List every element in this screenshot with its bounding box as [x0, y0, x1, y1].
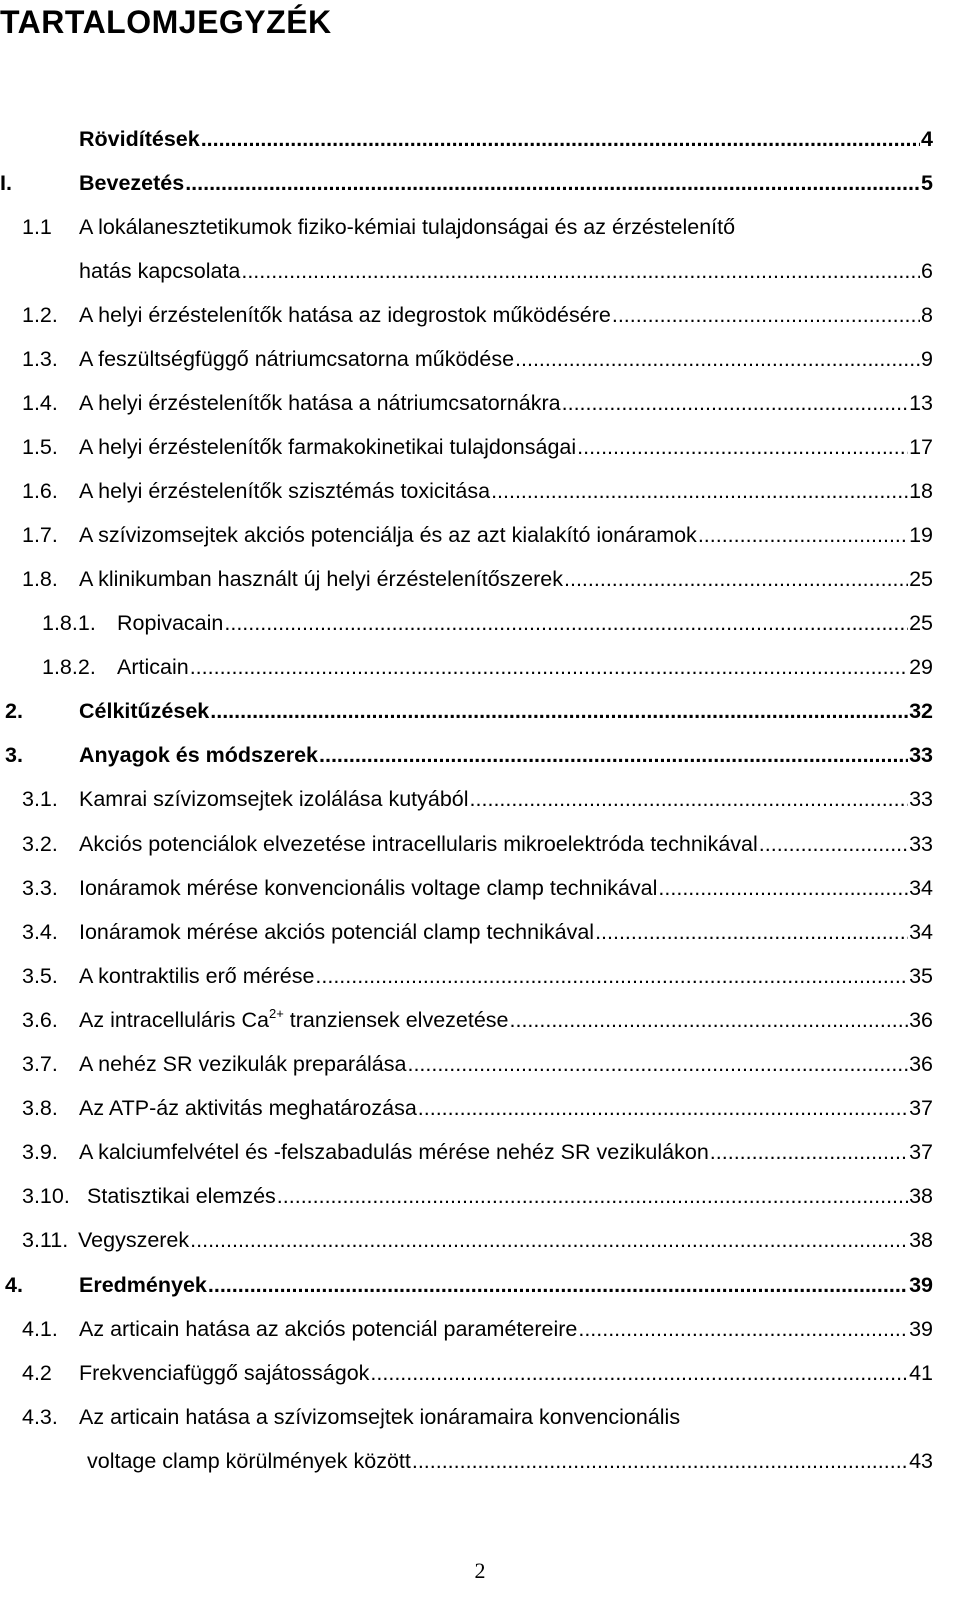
dot-leader — [190, 652, 908, 682]
toc-entry[interactable] — [0, 1402, 960, 1432]
toc-entry-label: Articain — [117, 655, 189, 679]
toc-entry-page-number: 9 — [921, 347, 933, 371]
toc-entry-number: 4.1. — [22, 1317, 58, 1341]
toc-entry-page-number: 6 — [921, 259, 933, 283]
toc-entry[interactable] — [0, 124, 960, 154]
toc-entry-label: Bevezetés — [79, 171, 185, 195]
page-number: 2 — [474, 1558, 486, 1583]
toc-entry[interactable] — [0, 300, 960, 330]
dot-leader — [418, 1093, 908, 1123]
dot-leader — [515, 344, 920, 374]
toc-entry-number: 4.2 — [22, 1361, 52, 1385]
toc-entry-page-number: 33 — [909, 787, 933, 811]
toc-entry-label: Ropivacain — [117, 611, 224, 635]
toc-entry[interactable] — [0, 344, 960, 374]
toc-entry[interactable] — [0, 212, 960, 242]
toc-entry[interactable] — [0, 1093, 960, 1123]
toc-entry[interactable] — [0, 1225, 960, 1255]
toc-entry[interactable] — [0, 1446, 960, 1476]
toc-entry[interactable] — [0, 652, 960, 682]
toc-entry-page-number: 41 — [909, 1361, 933, 1385]
toc-entry-page-number: 36 — [909, 1008, 933, 1032]
dot-leader — [315, 961, 908, 991]
toc-entry[interactable] — [0, 1358, 960, 1388]
toc-entry-number: 1.8. — [22, 567, 58, 591]
toc-entry-label: A kontraktilis erő mérése — [79, 964, 315, 988]
toc-entry-page-number: 13 — [909, 391, 933, 415]
toc-entry[interactable] — [0, 564, 960, 594]
dot-leader — [658, 873, 908, 903]
toc-entry-number: 3.4. — [22, 920, 58, 944]
dot-leader — [491, 476, 908, 506]
dot-leader — [612, 300, 920, 330]
dot-leader — [224, 608, 908, 638]
toc-entry-page-number: 19 — [909, 523, 933, 547]
toc-entry-label: Az articain hatása az akciós potenciál paramétereire — [79, 1317, 578, 1341]
dot-leader — [510, 1005, 909, 1035]
toc-entry-page-number: 35 — [909, 964, 933, 988]
toc-entry[interactable] — [0, 829, 960, 859]
toc-entry[interactable] — [0, 256, 960, 286]
toc-entry-page-number: 34 — [909, 876, 933, 900]
toc-entry-label: A helyi érzéstelenítők farmakokinetikai tulajdonságai — [79, 435, 577, 459]
toc-entry-label: Statisztikai elemzés — [87, 1184, 276, 1208]
toc-entry-number: 3.2. — [22, 832, 58, 856]
toc-entry[interactable] — [0, 696, 960, 726]
toc-entry-page-number: 33 — [909, 743, 933, 767]
toc-entry[interactable] — [0, 608, 960, 638]
toc-entry-number: 2. — [5, 699, 23, 723]
toc-entry[interactable] — [0, 476, 960, 506]
toc-entry-number: 3.11. — [22, 1228, 69, 1252]
toc-entry-number: 1.4. — [22, 391, 58, 415]
dot-leader — [595, 917, 908, 947]
toc-entry[interactable] — [0, 388, 960, 418]
toc-entry[interactable] — [0, 520, 960, 550]
toc-entry-label: A kalciumfelvétel és -felszabadulás mérése nehéz SR vezikulákon — [79, 1140, 709, 1164]
toc-entry[interactable] — [0, 168, 960, 198]
toc-entry[interactable] — [0, 1049, 960, 1079]
toc-entry-page-number: 34 — [909, 920, 933, 944]
toc-entry-page-number: 33 — [909, 832, 933, 856]
toc-entry[interactable] — [0, 432, 960, 462]
toc-entry-page-number: 36 — [909, 1052, 933, 1076]
toc-entry-page-number: 5 — [921, 171, 933, 195]
toc-entry-page-number: 8 — [921, 303, 933, 327]
toc-entry[interactable] — [0, 917, 960, 947]
dot-leader — [407, 1049, 908, 1079]
toc-entry-label: A helyi érzéstelenítők hatása a nátriumcsatornákra — [79, 391, 561, 415]
dot-leader — [710, 1137, 908, 1167]
toc-entry-label: A helyi érzéstelenítők hatása az idegrostok működésére — [79, 303, 611, 327]
toc-entry-label: A feszültségfüggő nátriumcsatorna működése — [79, 347, 515, 371]
toc-entry-page-number: 39 — [909, 1317, 933, 1341]
toc-entry-label: Eredmények — [79, 1273, 207, 1297]
dot-leader — [208, 1270, 908, 1300]
toc-entry-label: Rövidítések — [79, 127, 200, 151]
dot-leader — [562, 388, 908, 418]
toc-entry-page-number: 32 — [909, 699, 933, 723]
toc-entry-number: 3.10. — [22, 1184, 70, 1208]
toc-entry-number: 3.8. — [22, 1096, 58, 1120]
toc-entry[interactable] — [0, 961, 960, 991]
toc-entry-number: 1.6. — [22, 479, 58, 503]
dot-leader — [470, 784, 909, 814]
toc-entry-number: I. — [0, 171, 12, 195]
toc-entry[interactable] — [0, 1005, 960, 1035]
dot-leader — [577, 432, 908, 462]
toc-entry[interactable] — [0, 1181, 960, 1211]
toc-entry-label: Az articain hatása a szívizomsejtek ionáramaira konvencionális — [79, 1405, 681, 1429]
toc-entry-label: Anyagok és módszerek — [79, 743, 318, 767]
toc-entry-label: Frekvenciafüggő sajátosságok — [79, 1361, 370, 1385]
dot-leader — [210, 696, 908, 726]
toc-entry-page-number: 25 — [909, 611, 933, 635]
dot-leader — [698, 520, 908, 550]
toc-entry[interactable] — [0, 873, 960, 903]
toc-entry-number: 3. — [5, 743, 23, 767]
dot-leader — [201, 124, 920, 154]
toc-entry-number: 3.6. — [22, 1008, 58, 1032]
toc-entry-page-number: 17 — [909, 435, 933, 459]
dot-leader — [277, 1181, 908, 1211]
dot-leader — [190, 1225, 908, 1255]
toc-entry-label: Vegyszerek — [78, 1228, 190, 1252]
toc-entry-page-number: 4 — [921, 127, 933, 151]
toc-entry-label: A szívizomsejtek akciós potenciálja és az azt kialakító ionáramok — [79, 523, 697, 547]
toc-entry-page-number: 25 — [909, 567, 933, 591]
dot-leader — [241, 256, 920, 286]
dot-leader — [185, 168, 920, 198]
dot-leader — [370, 1358, 908, 1388]
toc-entry-page-number: 18 — [909, 479, 933, 503]
toc-entry-number: 1.1 — [22, 215, 52, 239]
superscript: 2+ — [268, 1006, 284, 1021]
toc-entry-page-number: 38 — [909, 1228, 933, 1252]
toc-entry-page-number: 39 — [909, 1273, 933, 1297]
toc-entry-number: 3.3. — [22, 876, 58, 900]
toc-entry-label: A helyi érzéstelenítők szisztémás toxicitása — [79, 479, 491, 503]
dot-leader — [578, 1314, 908, 1344]
toc-entry-page-number: 29 — [909, 655, 933, 679]
toc-entry-label: hatás kapcsolata — [79, 259, 241, 283]
toc-entry-number: 3.1. — [22, 787, 58, 811]
toc-entry-number: 1.2. — [22, 303, 58, 327]
toc-entry-number: 1.7. — [22, 523, 58, 547]
toc-entry-label: A nehéz SR vezikulák preparálása — [79, 1052, 407, 1076]
toc-entry-label: Akciós potenciálok elvezetése intracellularis mikroelektróda technikával — [79, 832, 758, 856]
toc-entry-number: 1.8.2. — [42, 655, 96, 679]
toc-entry-number: 3.7. — [22, 1052, 58, 1076]
toc-entry-number: 3.5. — [22, 964, 58, 988]
toc-entry[interactable] — [0, 784, 960, 814]
toc-entry-number: 3.9. — [22, 1140, 58, 1164]
toc-entry[interactable] — [0, 1270, 960, 1300]
dot-leader — [759, 829, 908, 859]
toc-entry-label: Ionáramok mérése konvencionális voltage clamp technikával — [79, 876, 658, 900]
toc-entry-label: Az ATP-áz aktivitás meghatározása — [79, 1096, 417, 1120]
dot-leader — [412, 1446, 908, 1476]
toc-entry-page-number: 37 — [909, 1096, 933, 1120]
toc-entry-label: Célkitűzések — [79, 699, 210, 723]
toc-entry-number: 1.8.1. — [42, 611, 96, 635]
toc-entry-number: 4.3. — [22, 1405, 58, 1429]
toc-entry-page-number: 38 — [909, 1184, 933, 1208]
page-title: TARTALOMJEGYZÉK — [0, 4, 332, 40]
toc-entry-number: 1.5. — [22, 435, 58, 459]
toc-entry-label: Ionáramok mérése akciós potenciál clamp technikával — [79, 920, 595, 944]
toc-entry[interactable] — [0, 1314, 960, 1344]
toc-entry[interactable] — [0, 740, 960, 770]
toc-entry-label: A klinikumban használt új helyi érzéstelenítőszerek — [79, 567, 564, 591]
toc-entry-label: Kamrai szívizomsejtek izolálása kutyából — [79, 787, 469, 811]
toc-entry-page-number: 37 — [909, 1140, 933, 1164]
dot-leader — [319, 740, 908, 770]
dot-leader — [564, 564, 908, 594]
toc-entry-label: voltage clamp körülmények között — [87, 1449, 411, 1473]
toc-entry-label: Az intracelluláris $Ca^{2+}$ tranziensek elvezetése — [79, 1006, 509, 1032]
toc-entry-label: A lokálanesztetikumok fiziko-kémiai tulajdonságai és az érzéstelenítő — [79, 215, 736, 239]
toc-entry-page-number: 43 — [909, 1449, 933, 1473]
toc-entry-number: 4. — [5, 1273, 23, 1297]
toc-entry[interactable] — [0, 1137, 960, 1167]
toc-entry-number: 1.3. — [22, 347, 58, 371]
